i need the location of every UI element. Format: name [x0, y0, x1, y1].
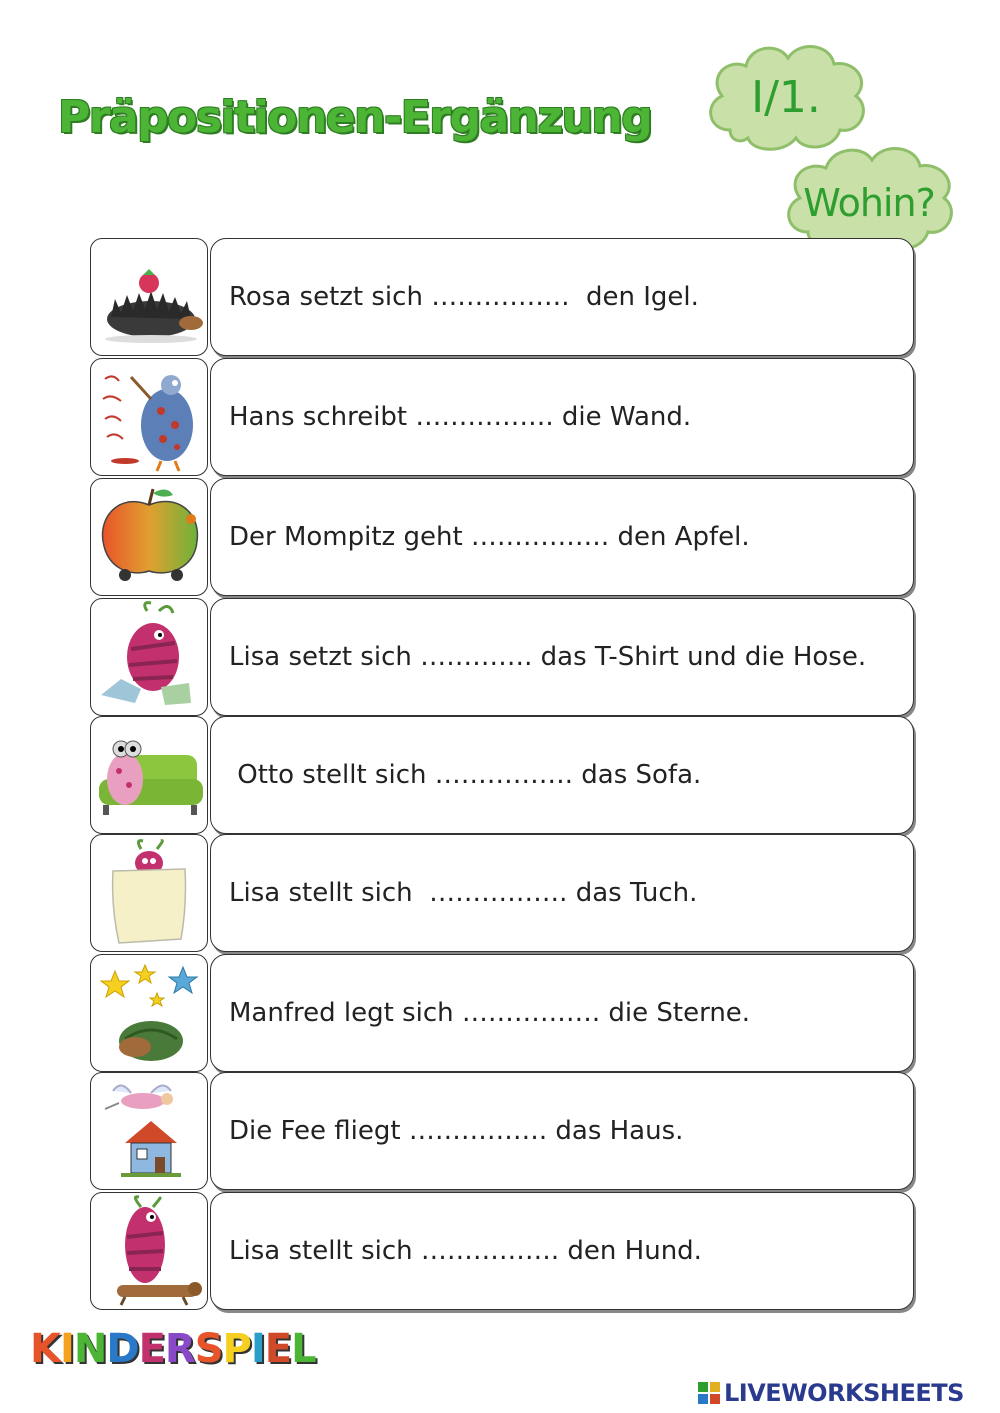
- liveworksheets-logo-icon: [698, 1382, 720, 1404]
- exercise-sentence: Die Fee fliegt ……………. das Haus.: [229, 1116, 684, 1146]
- kinderspiel-logo-text: KINDERSPIEL: [30, 1326, 316, 1372]
- clothes-monster-icon: [91, 599, 208, 716]
- exercise-picture: [90, 1192, 208, 1310]
- fairy-house-icon: [91, 1073, 208, 1190]
- exercise-picture: [90, 598, 208, 716]
- exercise-sentence: Rosa setzt sich ……………. den Igel.: [229, 282, 699, 312]
- exercise-picture: [90, 716, 208, 834]
- exercise-sentence-box: [210, 358, 914, 476]
- exercise-picture: [90, 834, 208, 952]
- exercise-sentence: Otto stellt sich ……………. das Sofa.: [229, 760, 702, 790]
- kinderspiel-logo: [30, 1326, 350, 1374]
- exercise-sentence-box: [210, 1192, 914, 1310]
- exercise-picture: [90, 238, 208, 356]
- exercise-sentence: Lisa stellt sich ……………. den Hund.: [229, 1236, 702, 1266]
- apple-icon: [91, 479, 208, 596]
- exercise-picture: [90, 1072, 208, 1190]
- painting-monster-icon: [91, 359, 208, 476]
- exercise-sentence-box: [210, 1072, 914, 1190]
- liveworksheets-text: LIVEWORKSHEETS: [724, 1379, 964, 1407]
- exercise-sentence: Hans schreibt ……………. die Wand.: [229, 402, 692, 432]
- exercise-sentence: Lisa stellt sich ……………. das Tuch.: [229, 878, 698, 908]
- exercise-sentence-box: [210, 834, 914, 952]
- exercise-sentence-box: [210, 478, 914, 596]
- exercise-sentence-box: [210, 238, 914, 356]
- exercise-sentence-box: [210, 954, 914, 1072]
- exercise-sentence-box: [210, 598, 914, 716]
- stars-icon: [91, 955, 208, 1072]
- liveworksheets-watermark: [698, 1378, 964, 1408]
- badge-question: Wohin?: [803, 181, 935, 225]
- cloud-badge-number: [700, 38, 872, 156]
- dog-icon: [91, 1193, 208, 1310]
- exercise-picture: [90, 358, 208, 476]
- hedgehog-icon: [91, 239, 208, 356]
- sofa-icon: [91, 717, 208, 834]
- worksheet-title: Präpositionen-Ergänzung: [58, 92, 652, 143]
- exercise-sentence: Lisa setzt sich …………. das T-Shirt und die Hose.: [229, 642, 867, 672]
- badge-number: I/1.: [751, 71, 821, 123]
- exercise-picture: [90, 954, 208, 1072]
- exercise-sentence: Manfred legt sich ……………. die Sterne.: [229, 998, 751, 1028]
- cloth-icon: [91, 835, 208, 952]
- exercise-sentence-box: [210, 716, 914, 834]
- exercise-picture: [90, 478, 208, 596]
- exercise-sentence: Der Mompitz geht ……………. den Apfel.: [229, 522, 750, 552]
